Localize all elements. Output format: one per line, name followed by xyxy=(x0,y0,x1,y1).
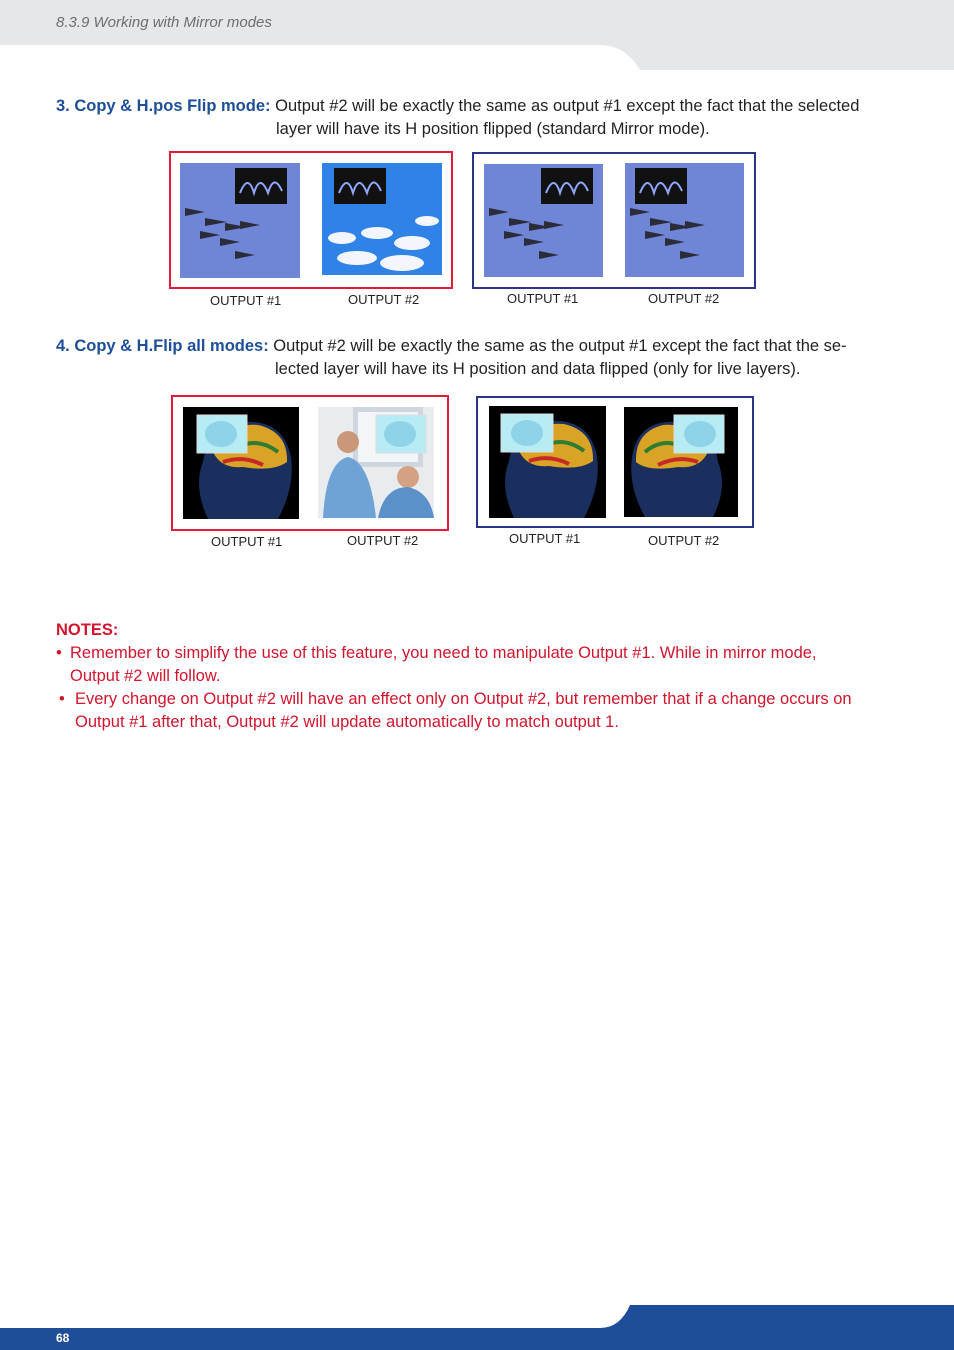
mode3-caption-output2: OUTPUT #2 xyxy=(648,291,720,306)
mode4-caption-output1: OUTPUT #1 xyxy=(211,534,283,549)
footer-band xyxy=(0,1300,954,1350)
mode3-description xyxy=(56,95,898,141)
section-title: 8.3.9 Working with Mirror modes xyxy=(56,14,272,31)
mode3-heading: 3. Copy & H.pos Flip mode: xyxy=(56,97,271,115)
note-text: Remember to simplify the use of this feature, you need to manipulate Output #1. While in mirror mode, xyxy=(70,644,817,662)
notes-title: NOTES: xyxy=(56,621,119,639)
brain-image xyxy=(183,407,299,519)
mode4-line2: lected layer will have its H position and data flipped (only for live layers). xyxy=(275,360,801,378)
page-number: 68 xyxy=(56,1331,70,1345)
mode3-caption-output1: OUTPUT #1 xyxy=(507,291,579,306)
jets-image xyxy=(625,163,744,277)
note-text: Output #2 will follow. xyxy=(70,667,221,685)
mode4-heading: 4. Copy & H.Flip all modes: xyxy=(56,337,269,355)
brain-image-flipped xyxy=(624,407,738,517)
notes-section xyxy=(56,619,898,734)
bullet-icon: • xyxy=(59,690,65,708)
mode4-line1: Output #2 will be exactly the same as the output #1 except the fact that the se- xyxy=(273,337,847,355)
bullet-icon: • xyxy=(56,644,62,662)
note-text: Every change on Output #2 will have an effect only on Output #2, but remember that if a change occurs on xyxy=(75,690,852,708)
mode3-line2: layer will have its H position flipped (standard Mirror mode). xyxy=(276,120,710,138)
mode4-description xyxy=(56,335,898,381)
mode4-caption-output2: OUTPUT #2 xyxy=(648,533,720,548)
clouds-image xyxy=(322,163,442,275)
mode4-caption-output1: OUTPUT #1 xyxy=(509,531,581,546)
mode3-line1: Output #2 will be exactly the same as output #1 except the fact that the selected xyxy=(275,97,860,115)
doctors-image xyxy=(318,407,434,518)
mode4-caption-output2: OUTPUT #2 xyxy=(347,533,419,548)
note-item xyxy=(56,642,898,688)
note-item xyxy=(56,688,898,734)
header-band xyxy=(0,0,954,70)
mode3-caption-output2: OUTPUT #2 xyxy=(348,292,420,307)
jets-image xyxy=(484,164,603,277)
mode3-caption-output1: OUTPUT #1 xyxy=(210,293,282,308)
note-text: Output #1 after that, Output #2 will update automatically to match output 1. xyxy=(75,713,619,731)
jets-image xyxy=(180,163,300,278)
brain-image xyxy=(489,406,606,518)
